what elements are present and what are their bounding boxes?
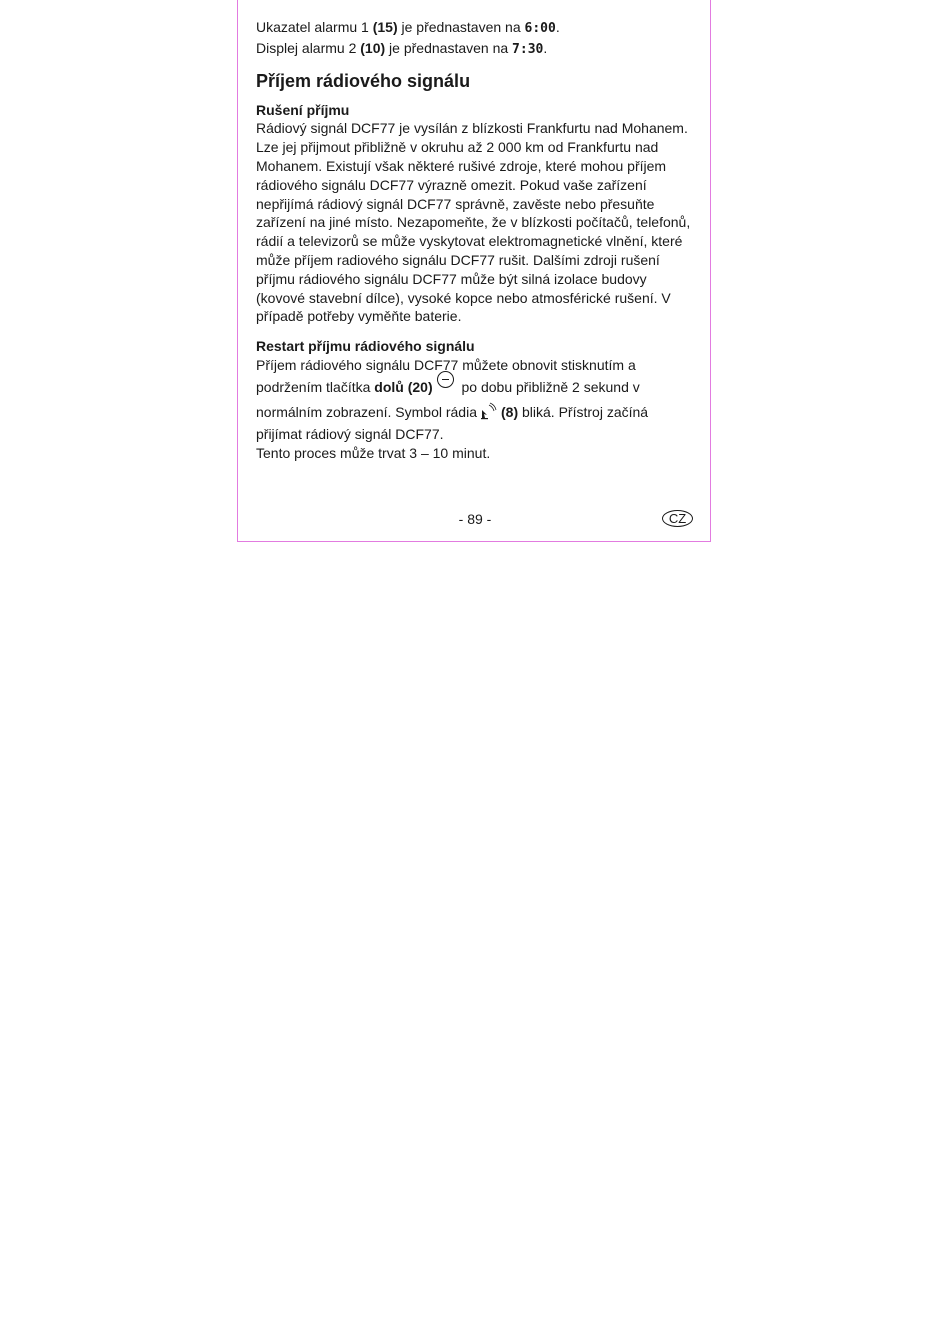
restart-paragraph <box>256 356 696 462</box>
page-content <box>256 18 696 462</box>
intro-line-1 <box>256 18 696 39</box>
page-number: - 89 - <box>458 511 492 527</box>
restart-text: podržením tlačítka <box>256 378 375 395</box>
intro-text: je přednastaven na <box>385 39 513 56</box>
alarm1-reference: (15) <box>372 19 398 35</box>
intro-text: je přednastaven na <box>397 19 525 35</box>
paragraph-line: Příjem rádiového signálu DCF77 můžete obnovit stisknutím a <box>256 356 636 373</box>
paragraph-line: Lze jej přijmout přibližně v okruhu až 2 000 km od Frankfurtu nad <box>256 139 659 156</box>
paragraph-line <box>256 400 696 425</box>
radio-tower-icon <box>479 402 497 420</box>
paragraph-line: nepřijímá rádiový signál DCF77 správně, zavěste nebo přesuňte <box>256 195 655 212</box>
language-badge: CZ <box>662 510 693 527</box>
paragraph-line: případě potřeby vyměňte baterie. <box>256 308 462 325</box>
paragraph-line: (kovové stavební dílce), vysoké kopce nebo atmosférické rušení. V <box>256 289 671 306</box>
alarm2-time-display: 7:30 <box>512 41 544 57</box>
section-title: Příjem rádiového signálu <box>256 70 471 91</box>
paragraph-line: Mohanem. Existují však některé rušivé zdroje, které mohou příjem <box>256 157 667 174</box>
paragraph-line: zařízení na jiné místo. Nezapomeňte, že v blízkosti počítačů, telefonů, <box>256 214 691 231</box>
intro-text: . <box>555 19 560 35</box>
restart-text: bliká. Přístroj začíná <box>518 403 649 420</box>
paragraph-line: příjmu rádiového signálu DCF77 může být silná izolace budovy <box>256 270 647 287</box>
minus-circle-icon <box>437 371 454 388</box>
interference-title: Rušení příjmu <box>256 101 350 118</box>
paragraph-line: Rádiový signál DCF77 je vysílán z blízkosti Frankfurtu nad Mohanem. <box>256 120 688 137</box>
restart-title: Restart příjmu rádiového signálu <box>256 338 475 355</box>
paragraph-line: rádií a televizorů se může vyskytovat elektromagnetické vlnění, které <box>256 233 683 250</box>
intro-line-2 <box>256 39 696 60</box>
intro-text: . <box>543 39 548 56</box>
radio-symbol-reference: (8) <box>501 403 519 420</box>
paragraph-line: rádiového signálu DCF77 výrazně omezit. Pokud vaše zařízení <box>256 176 647 193</box>
restart-text: po dobu přibližně 2 sekund v <box>457 378 640 395</box>
intro-text: Displej alarmu 2 <box>256 39 361 56</box>
down-button-reference: dolů (20) <box>374 378 433 395</box>
paragraph-line: může příjem radiového signálu DCF77 rušit. Dalšími zdroji rušení <box>256 251 660 268</box>
paragraph-line: Tento proces může trvat 3 – 10 minut. <box>256 444 491 461</box>
intro-text: Ukazatel alarmu 1 <box>256 19 373 35</box>
restart-text: normálním zobrazení. Symbol rádia <box>256 403 477 420</box>
paragraph-line <box>256 375 696 400</box>
interference-paragraph <box>256 119 696 326</box>
alarm1-time-display: 6:00 <box>524 21 556 36</box>
alarm2-reference: (10) <box>360 39 386 56</box>
paragraph-line: přijímat rádiový signál DCF77. <box>256 425 444 442</box>
